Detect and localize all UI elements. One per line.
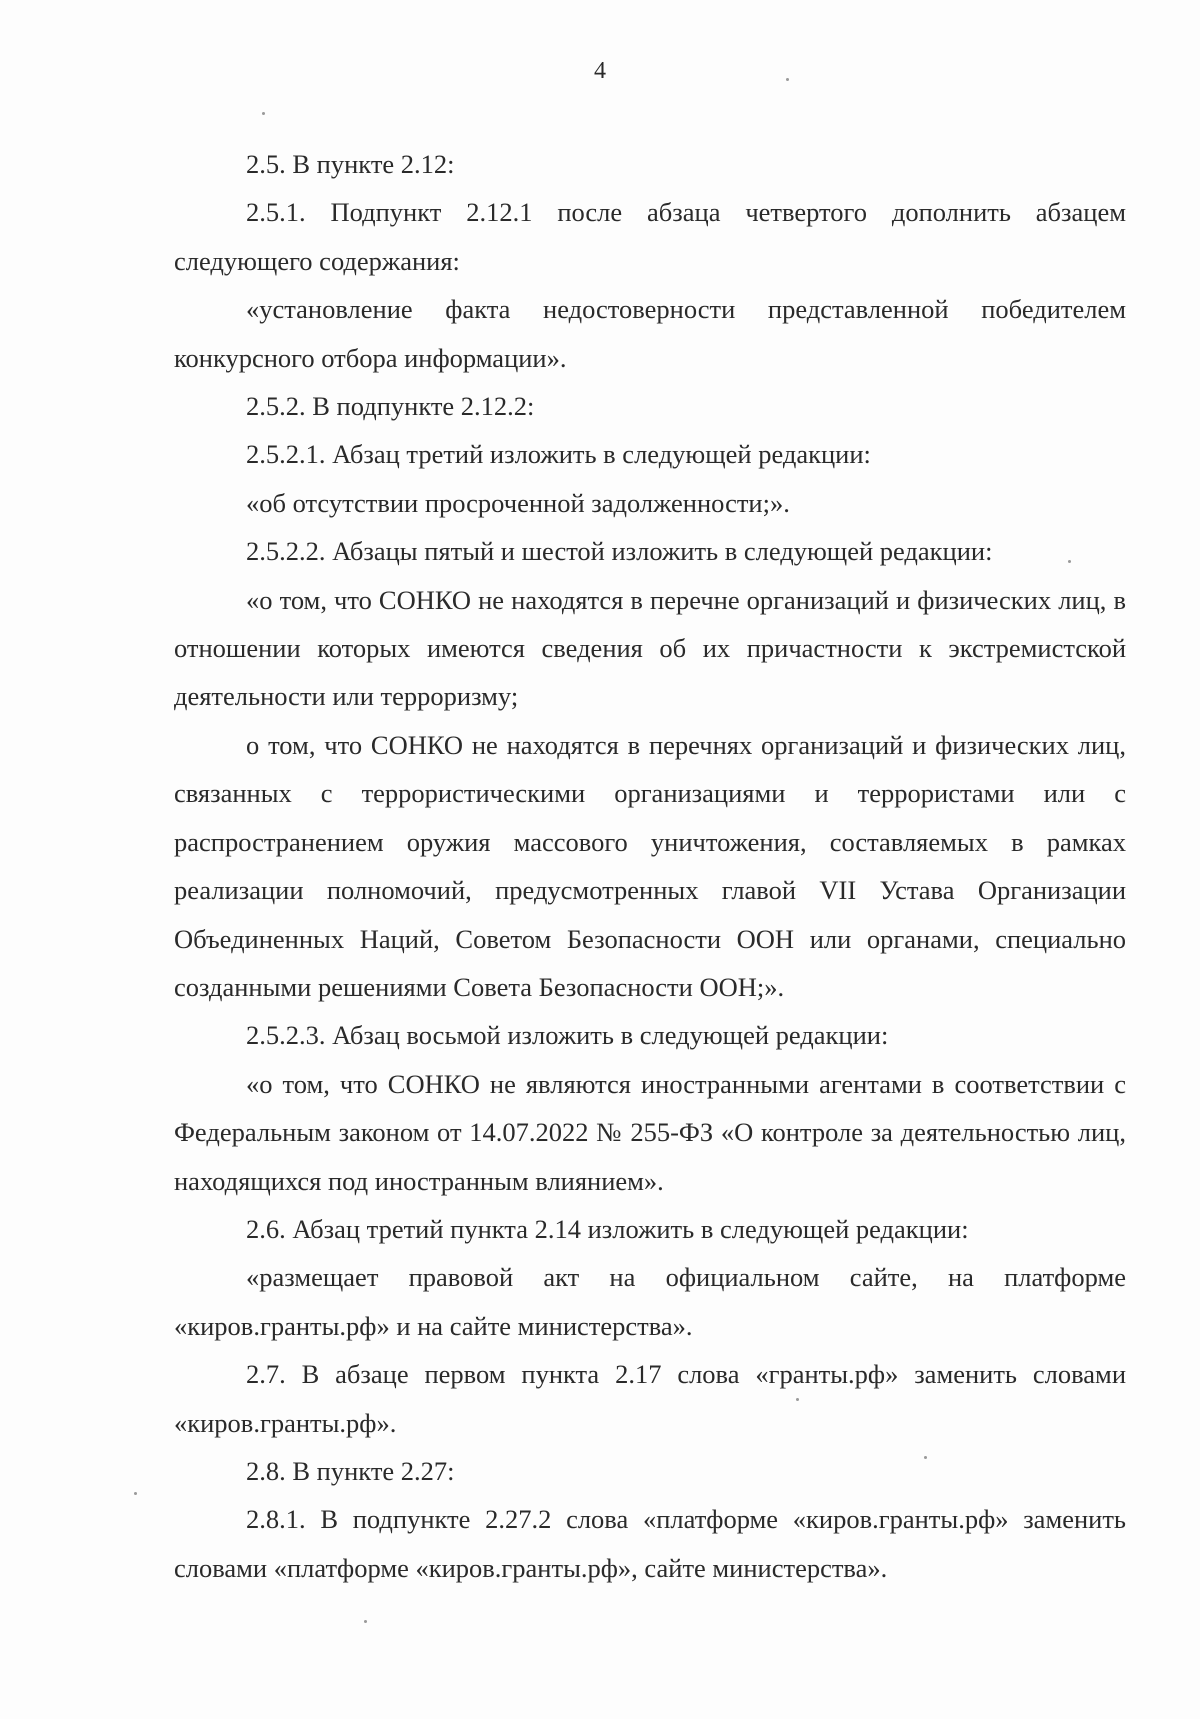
scan-speck xyxy=(786,78,789,81)
paragraph-quote-agents: «о том, что СОНКО не являются иностранными агентами в соответствии с Федеральным законом от 14.07.2022 № 255-ФЗ «О контроле за деятельностью лиц, находящихся под иностранным влиянием». xyxy=(174,1068,1126,1196)
scan-speck xyxy=(134,1492,137,1495)
paragraph-2-8-1: 2.8.1. В подпункте 2.27.2 слова «платформе «киров.гранты.рф» заменить словами «платформе «киров.гранты.рф», сайте министерства». xyxy=(174,1504,1126,1583)
document-body xyxy=(174,140,1126,1592)
paragraph-2-8: 2.8. В пункте 2.27: xyxy=(246,1455,455,1486)
paragraph-2-5-2: 2.5.2. В подпункте 2.12.2: xyxy=(246,391,535,422)
scan-speck xyxy=(364,1620,367,1623)
paragraph-2-7: 2.7. В абзаце первом пункта 2.17 слова «гранты.рф» заменить словами «киров.гранты.рф». xyxy=(174,1359,1126,1438)
scan-speck xyxy=(924,1456,927,1459)
paragraph-2-5-2-3: 2.5.2.3. Абзац восьмой изложить в следующей редакции: xyxy=(246,1020,889,1051)
paragraph-quote-publish: «размещает правовой акт на официальном сайте, на платформе «киров.гранты.рф» и на сайте министерства». xyxy=(174,1262,1126,1341)
paragraph-2-5-2-2: 2.5.2.2. Абзацы пятый и шестой изложить в следующей редакции: xyxy=(246,536,993,567)
paragraph-2-5-2-1: 2.5.2.1. Абзац третий изложить в следующей редакции: xyxy=(246,439,871,470)
paragraph-quote-fact: «установление факта недостоверности представленной победителем конкурсного отбора информации». xyxy=(174,294,1126,373)
paragraph-2-5-1: 2.5.1. Подпункт 2.12.1 после абзаца четвертого дополнить абзацем следующего содержания: xyxy=(174,197,1126,276)
paragraph-quote-terrorism: о том, что СОНКО не находятся в перечнях организаций и физических лиц, связанных с террористическими организациями и террористами или с распространением оружия массового уничтожения, составляемых в рамках реализации полномочий, предусмотренных главой VII Устава Организации Объединенных Наций, Советом Безопасности ООН или органами, специально созданными решениями Совета Безопасности ООН;». xyxy=(174,729,1126,1002)
paragraph-quote-debt: «об отсутствии просроченной задолженности;». xyxy=(246,487,790,518)
scan-speck xyxy=(1068,560,1071,563)
page-number: 4 xyxy=(594,58,606,84)
paragraph-2-5: 2.5. В пункте 2.12: xyxy=(246,149,455,179)
paragraph-quote-extremism: «о том, что СОНКО не находятся в перечне организаций и физических лиц, в отношении которых имеются сведения об их причастности к экстремистской деятельности или терроризму; xyxy=(174,584,1126,712)
scan-speck xyxy=(796,1398,799,1401)
scan-speck xyxy=(262,112,265,115)
paragraph-2-6: 2.6. Абзац третий пункта 2.14 изложить в следующей редакции: xyxy=(246,1213,969,1244)
